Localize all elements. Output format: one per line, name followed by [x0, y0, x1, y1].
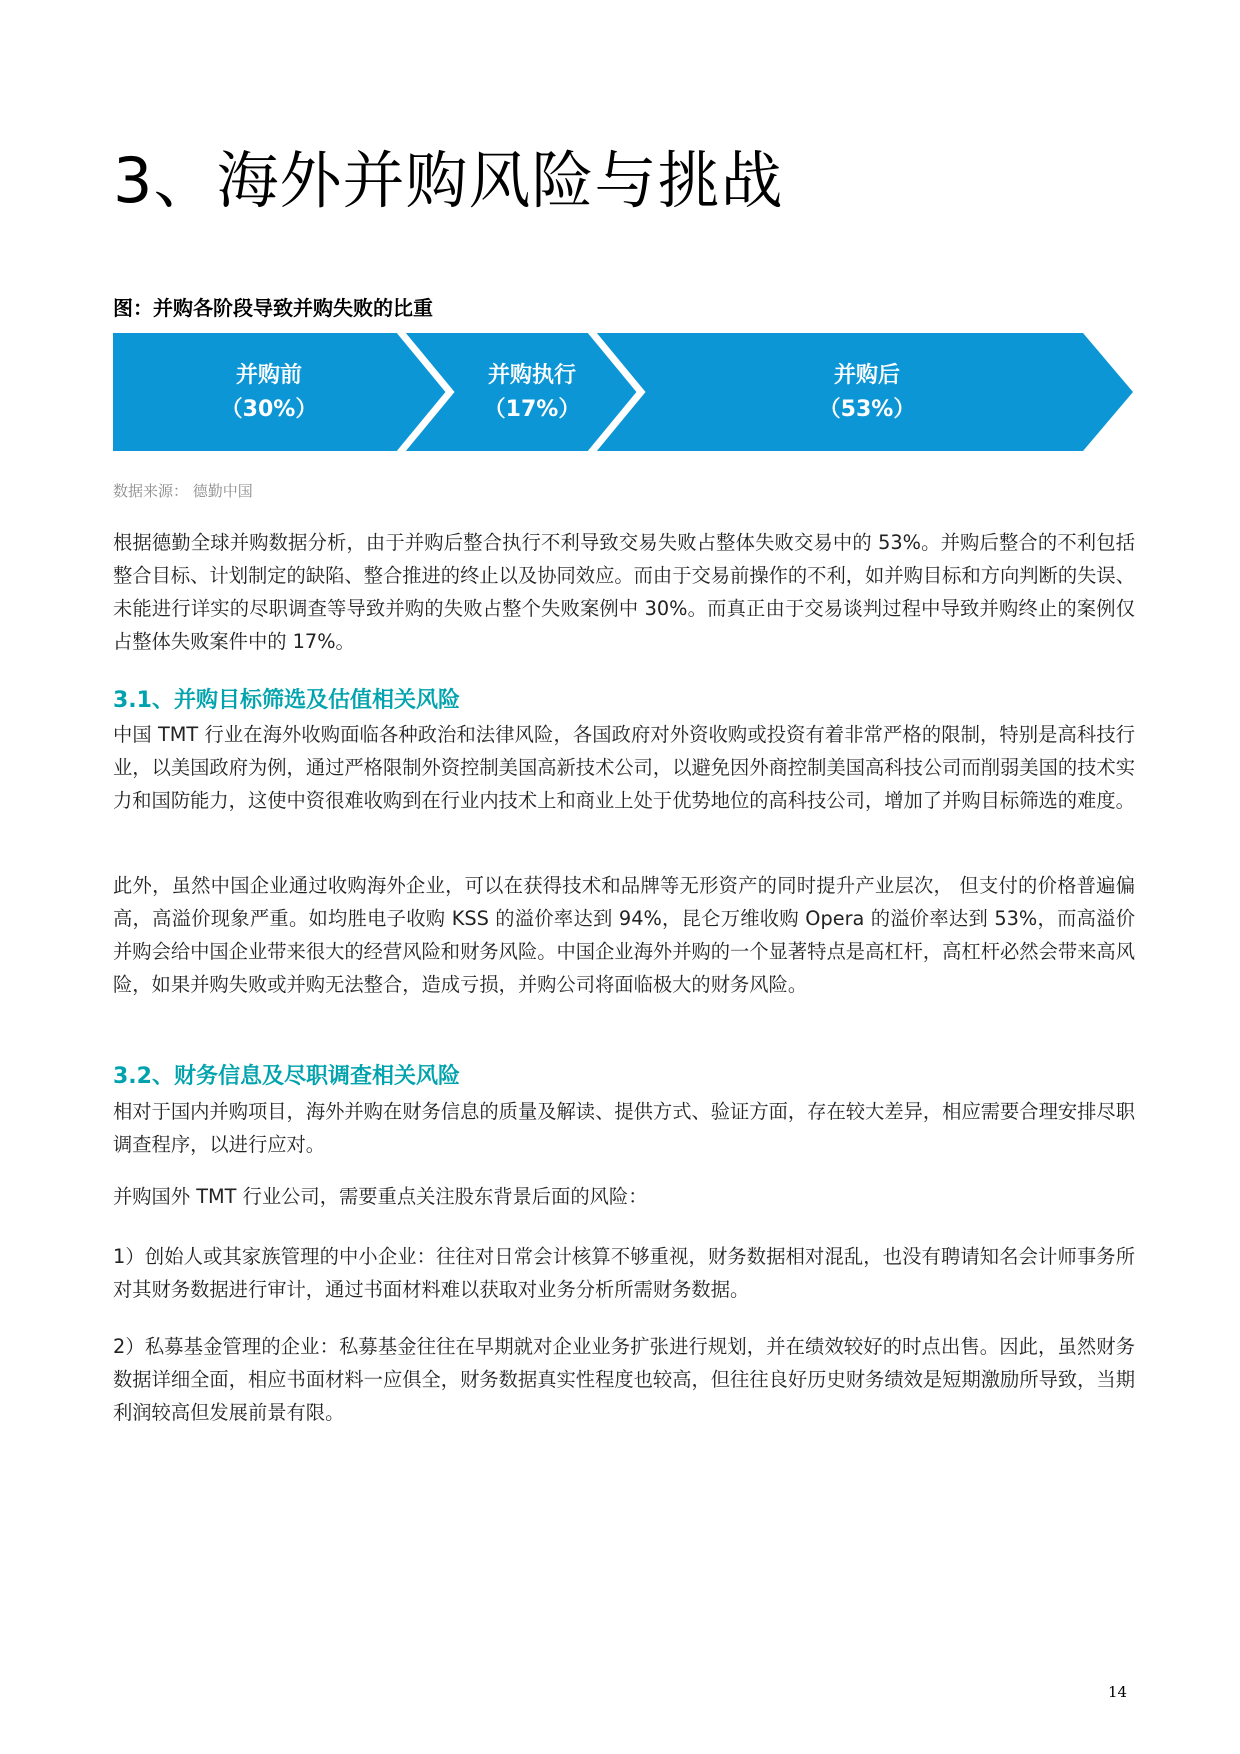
page-number: 14 [1108, 1683, 1128, 1701]
section-3-2-paragraph-2: 并购国外 TMT 行业公司，需要重点关注股东背景后面的风险： [113, 1185, 648, 1208]
section-heading-3-1: 3.1、并购目标筛选及估值相关风险 [113, 688, 460, 713]
intro-paragraph: 根据德勤全球并购数据分析，由于并购后整合执行不利导致交易失败占整体失败交易中的 53%。并购后整合的不利包括整合目标、计划制定的缺陷、整合推进的终止以及协同效应。而由于交易前操作的不利，如并购目标和方向判断的失误、未能进行详实的尽职调查等导致并购的失败占整个失败案例中 30%。而真正由于交易谈判过程中导致并购终止的案例仅占整体失败案件中的 17%。 [113, 531, 1135, 653]
figure-source: 数据来源： 德勤中国 [113, 482, 253, 500]
section-3-1-paragraph-2: 此外，虽然中国企业通过收购海外企业，可以在获得技术和品牌等无形资产的同时提升产业层次， 但支付的价格普遍偏高，高溢价现象严重。如均胜电子收购 KSS 的溢价率达到 94%，昆仑万维收购 Opera 的溢价率达到 53%，而高溢价并购会给中国企业带来很大的经营风险和财务风险。中国企业海外并购的一个显著特点是高杠杆，高杠杆必然会带来高风险，如果并购失败或并购无法整合，造成亏损，并购公司将面临极大的财务风险。 [113, 874, 1135, 996]
section-3-1-paragraph-1: 中国 TMT 行业在海外收购面临各种政治和法律风险，各国政府对外资收购或投资有着非常严格的限制，特别是高科技行业，以美国政府为例，通过严格限制外资控制美国高新技术公司，以避免因外商控制美国高科技公司而削弱美国的技术实力和国防能力，这使中资很难收购到在行业内技术上和商业上处于优势地位的高科技公司，增加了并购目标筛选的难度。 [113, 723, 1135, 812]
section-3-2-paragraph-3: 1）创始人或其家族管理的中小企业：往往对日常会计核算不够重视，财务数据相对混乱，也没有聘请知名会计师事务所对其财务数据进行审计，通过书面材料难以获取对业务分析所需财务数据。 [113, 1245, 1135, 1301]
stage-3-value: （53%） [818, 397, 916, 422]
stage-3-label: 并购后 [833, 363, 901, 388]
stage-2-value: （17%） [483, 397, 581, 422]
stage-2-label: 并购执行 [487, 363, 577, 388]
section-3-2-paragraph-1: 相对于国内并购项目，海外并购在财务信息的质量及解读、提供方式、验证方面，存在较大差异，相应需要合理安排尽职调查程序，以进行应对。 [113, 1100, 1135, 1156]
page-title: 3、海外并购风险与挑战 [113, 144, 784, 217]
stage-1-label: 并购前 [235, 363, 303, 388]
section-heading-3-2: 3.2、财务信息及尽职调查相关风险 [113, 1064, 460, 1089]
figure-caption: 图：并购各阶段导致并购失败的比重 [113, 296, 433, 320]
stage-bar [113, 333, 1133, 451]
stage-1-value: （30%） [220, 397, 318, 422]
process-chevron-chart [113, 333, 1133, 451]
section-3-2-paragraph-4: 2）私募基金管理的企业：私募基金往往在早期就对企业业务扩张进行规划，并在绩效较好的时点出售。因此，虽然财务数据详细全面，相应书面材料一应俱全，财务数据真实性程度也较高，但往往良好历史财务绩效是短期激励所导致，当期利润较高但发展前景有限。 [113, 1335, 1135, 1424]
